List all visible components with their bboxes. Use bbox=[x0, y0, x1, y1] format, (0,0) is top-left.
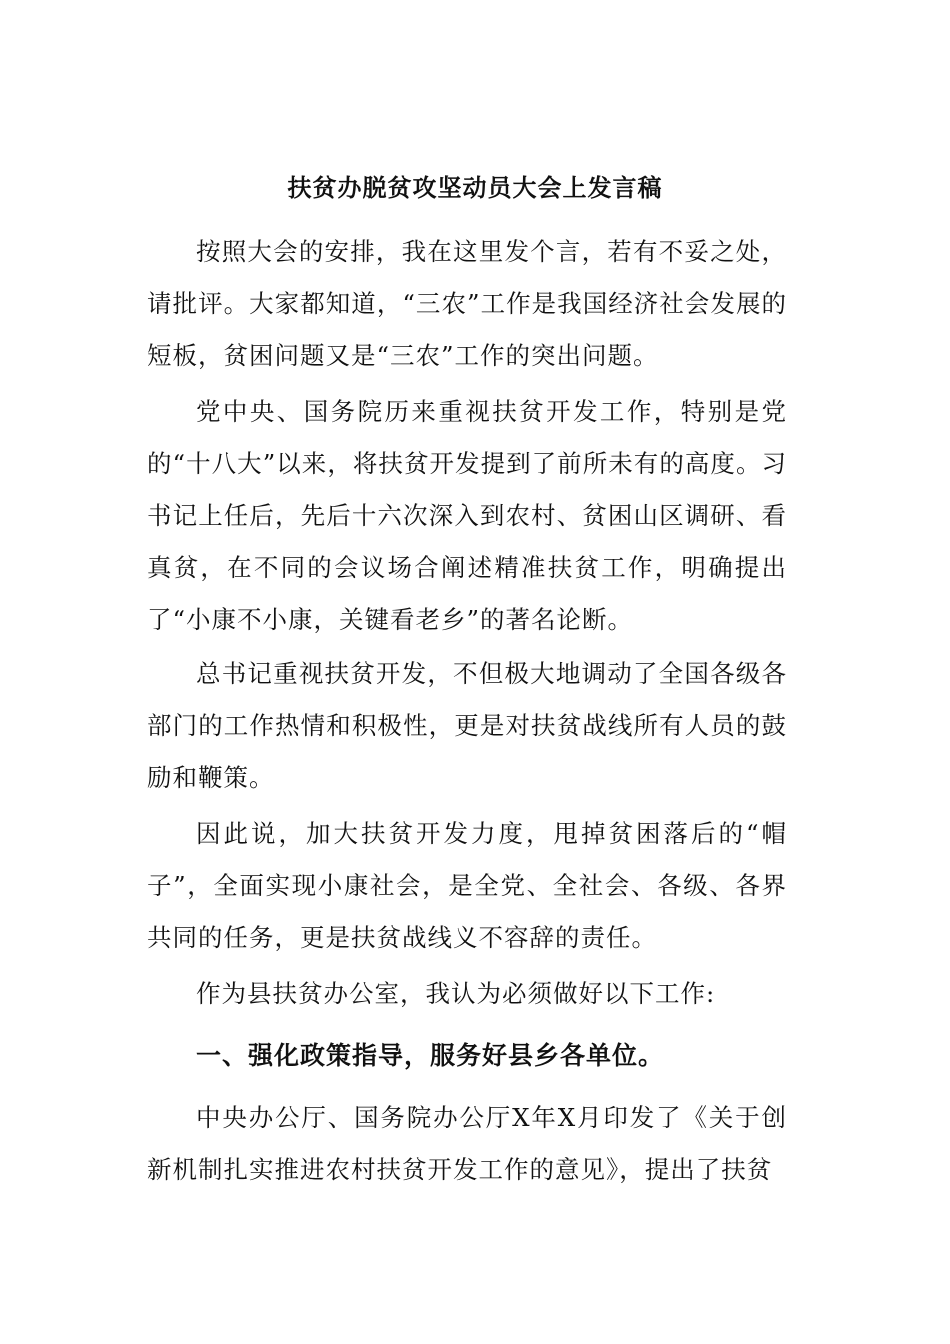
section-heading: 一、强化政策指导，服务好县乡各单位。 bbox=[196, 1041, 665, 1070]
paragraph-2: 党中央、国务院历来重视扶贫开发工作，特别是党的“十八大”以来，将扶贫开发提到了前所未有的高度。习书记上任后，先后十六次深入到农村、贫困山区调研、看真贫，在不同的会议场合阐述精准扶贫工作，明确提出了“小康不小康，关键看老乡”的著名论断。 bbox=[147, 397, 787, 634]
paragraph-6: 中央办公厅、国务院办公厅X年X月印发了《关于创新机制扎实推进农村扶贫开发工作的意见》，提出了扶贫 bbox=[147, 1103, 787, 1184]
document-title: 扶贫办脱贫攻坚动员大会上发言稿 bbox=[287, 173, 663, 202]
paragraph-5: 作为县扶贫办公室，我认为必须做好以下工作: bbox=[196, 979, 716, 1008]
paragraph-4: 因此说，加大扶贫开发力度，甩掉贫困落后的“帽子”，全面实现小康社会，是全党、全社会、各级、各界共同的任务，更是扶贫战线义不容辞的责任。 bbox=[147, 819, 787, 952]
paragraph-1: 按照大会的安排，我在这里发个言，若有不妥之处，请批评。大家都知道，“三农”工作是我国经济社会发展的短板，贫困问题又是“三农”工作的突出问题。 bbox=[147, 237, 787, 370]
paragraph-3: 总书记重视扶贫开发，不但极大地调动了全国各级各部门的工作热情和积极性，更是对扶贫战线所有人员的鼓励和鞭策。 bbox=[147, 659, 787, 792]
